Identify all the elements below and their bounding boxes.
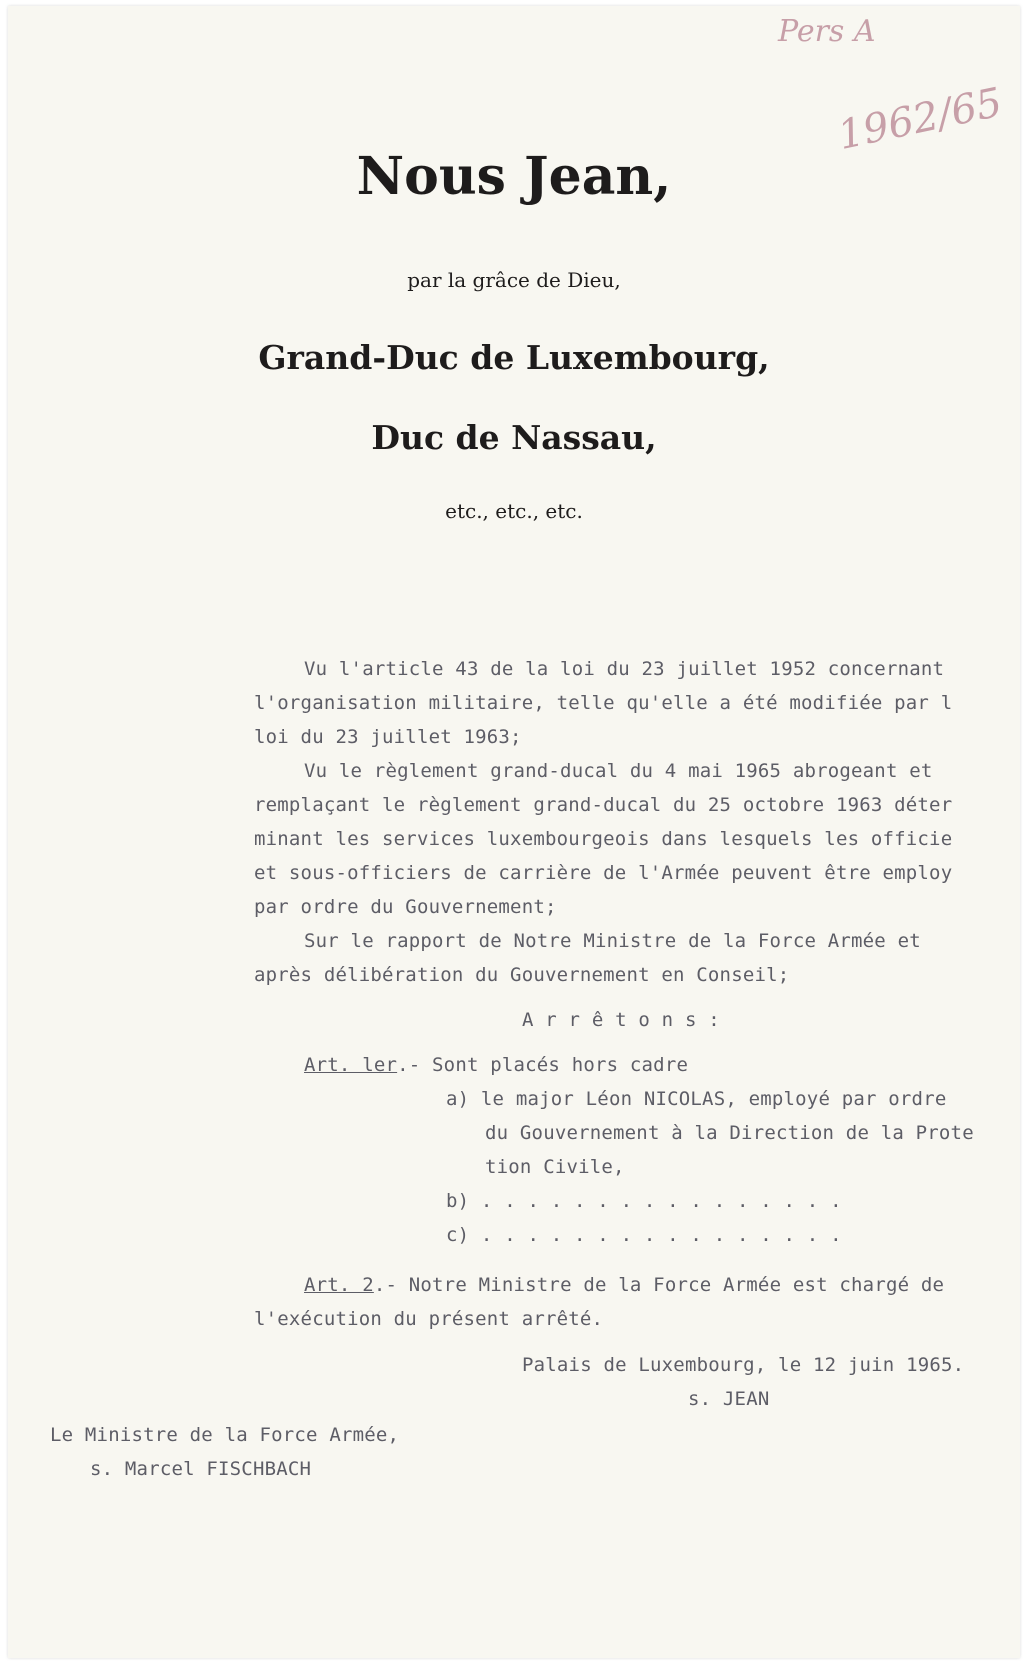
article-1-text: .- Sont placés hors cadre bbox=[397, 1054, 689, 1076]
handwritten-year-range: 1962/65 bbox=[834, 79, 1007, 159]
article-2-label: Art. 2 bbox=[304, 1274, 374, 1296]
article-2 bbox=[304, 1274, 944, 1296]
minister-signature: s. Marcel FISCHBACH bbox=[90, 1458, 312, 1480]
body-line: et sous-officiers de carrière de l'Armée peuvent être employ bbox=[254, 862, 953, 884]
article-2-text: .- Notre Ministre de la Force Armée est chargé de bbox=[373, 1274, 945, 1296]
item-a-line: tion Civile, bbox=[485, 1156, 625, 1178]
heading-line-etc: etc., etc., etc. bbox=[445, 499, 583, 523]
body-line: loi du 23 juillet 1963; bbox=[254, 726, 522, 748]
article-2-line: l'exécution du présent arrêté. bbox=[254, 1308, 604, 1330]
body-line: après délibération du Gouvernement en Conseil; bbox=[254, 964, 790, 986]
place-date: Palais de Luxembourg, le 12 juin 1965. bbox=[522, 1354, 965, 1376]
arretons: A r r ê t o n s : bbox=[522, 1009, 720, 1031]
item-a-line: du Gouvernement à la Direction de la Prote bbox=[485, 1122, 974, 1144]
article-1 bbox=[304, 1054, 688, 1076]
document-page bbox=[8, 6, 1020, 1658]
item-a-line: a) le major Léon NICOLAS, employé par ordre bbox=[446, 1088, 947, 1110]
heading-line-duc-nassau: Duc de Nassau, bbox=[371, 418, 657, 457]
article-1-label: Art. ler bbox=[304, 1054, 398, 1076]
body-line: par ordre du Gouvernement; bbox=[254, 896, 557, 918]
signature-jean: s. JEAN bbox=[688, 1388, 770, 1410]
body-line: remplaçant le règlement grand-ducal du 25 octobre 1963 déter bbox=[254, 794, 953, 816]
body-line: Vu l'article 43 de la loi du 23 juillet 1952 concernant bbox=[304, 658, 945, 680]
item-c: c) . . . . . . . . . . . . . . . . bbox=[446, 1224, 842, 1246]
body-line: l'organisation militaire, telle qu'elle a été modifiée par l bbox=[254, 692, 953, 714]
item-b: b) . . . . . . . . . . . . . . . . bbox=[446, 1190, 842, 1212]
heading-line-grand-duc: Grand-Duc de Luxembourg, bbox=[258, 338, 770, 377]
body-line: minant les services luxembourgeois dans lesquels les officie bbox=[254, 828, 953, 850]
handwritten-note: Pers A bbox=[778, 14, 876, 49]
body-line: Sur le rapport de Notre Ministre de la Force Armée et bbox=[304, 930, 921, 952]
body-line: Vu le règlement grand-ducal du 4 mai 1965 abrogeant et bbox=[304, 760, 933, 782]
minister-title: Le Ministre de la Force Armée, bbox=[50, 1424, 400, 1446]
document-title: Nous Jean, bbox=[356, 146, 672, 207]
heading-line-grace: par la grâce de Dieu, bbox=[407, 268, 621, 292]
